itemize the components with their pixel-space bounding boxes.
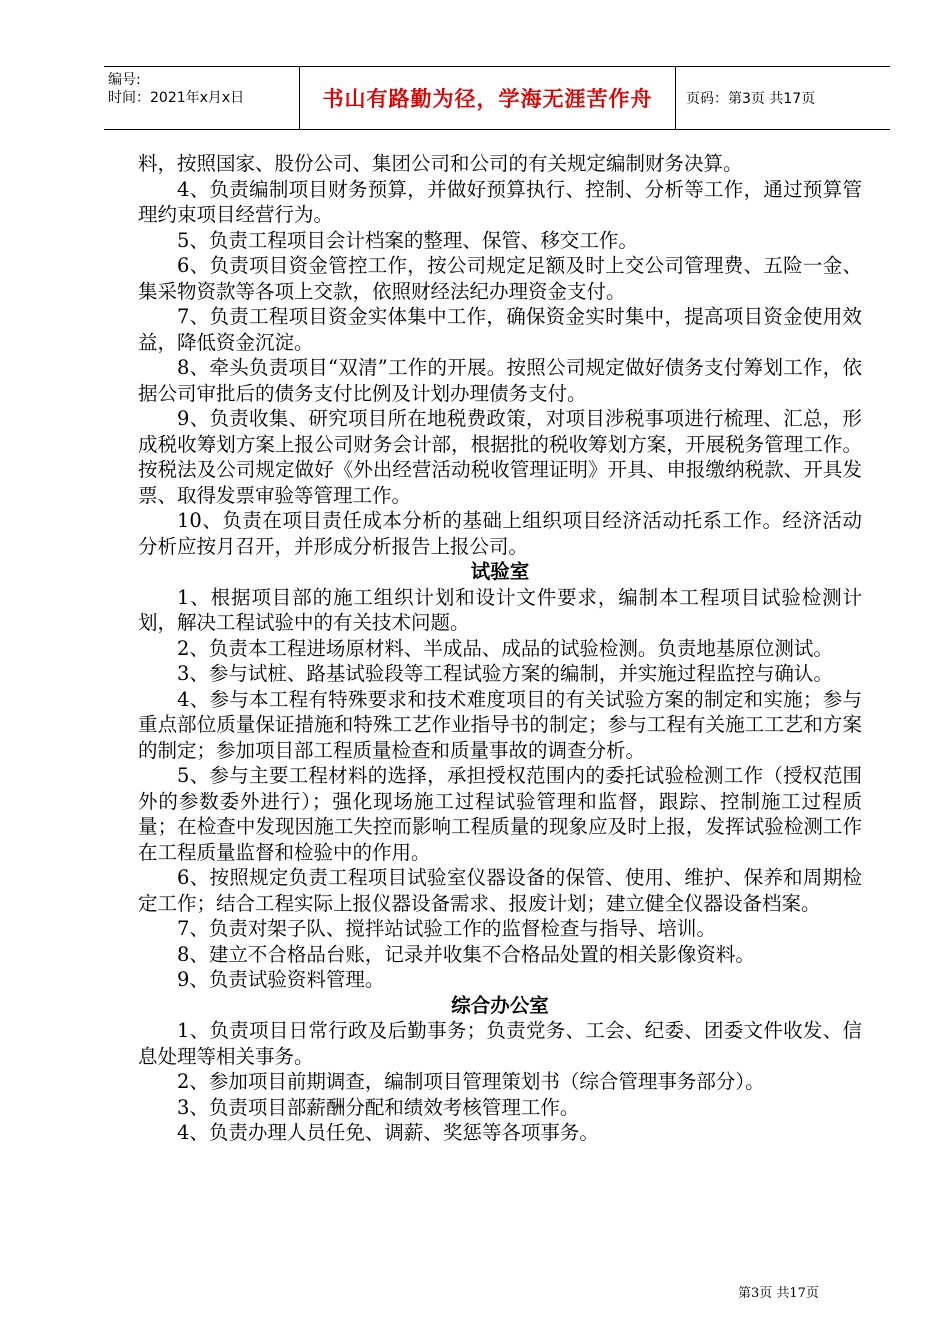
paragraph: 1、负责项目日常行政及后勤事务；负责党务、工会、纪委、团委文件收发、信息处理等相关事务。 xyxy=(138,1019,862,1068)
document-body xyxy=(138,151,862,1146)
paragraph: 9、负责收集、研究项目所在地税费政策，对项目涉税事项进行梳理、汇总，形成税收筹划方案上报公司财务会计部，根据批的税收筹划方案，开展税务管理工作。按税法及公司规定做好《外出经营活动税收管理证明》开具、申报缴纳税款、开具发票、取得发票审验等管理工作。 xyxy=(138,407,862,507)
paragraph: 2、参加项目前期调查，编制项目管理策划书（综合管理事务部分）。 xyxy=(177,1070,765,1093)
page-footer: 第3页 共17页 xyxy=(738,1286,819,1301)
paragraph: 2、负责本工程进场原材料、半成品、成品的试验检测。负责地基原位测试。 xyxy=(177,636,833,660)
paragraph: 4、参与本工程有特殊要求和技术难度项目的有关试验方案的制定和实施；参与重点部位质量保证措施和特殊工艺作业指导书的制定；参与工程有关施工工艺和方案的制定；参加项目部工程质量检查和质量事故的调查分析。 xyxy=(138,687,862,762)
paragraph: 3、负责项目部薪酬分配和绩效考核管理工作。 xyxy=(177,1095,580,1119)
section-title-lab: 试验室 xyxy=(470,560,530,583)
paragraph: 1、根据项目部的施工组织计划和设计文件要求，编制本工程项目试验检测计划，解决工程试验中的有关技术问题。 xyxy=(138,585,862,634)
paragraph: 5、负责工程项目会计档案的整理、保管、移交工作。 xyxy=(177,228,638,252)
paragraph: 8、牵头负责项目“双清”工作的开展。按照公司规定做好债务支付筹划工作，依据公司审批后的债务支付比例及计划办理债务支付。 xyxy=(138,356,862,405)
paragraph: 4、负责办理人员任免、调薪、奖惩等各项事务。 xyxy=(177,1121,599,1144)
paragraph: 6、按照规定负责工程项目试验室仪器设备的保管、使用、维护、保养和周期检定工作；结合工程实际上报仪器设备需求、报废计划；建立健全仪器设备档案。 xyxy=(138,866,862,915)
paragraph: 7、负责工程项目资金实体集中工作，确保资金实时集中，提高项目资金使用效益，降低资金沉淀。 xyxy=(138,305,862,354)
paragraph: 6、负责项目资金管控工作，按公司规定足额及时上交公司管理费、五险一金、集采物资款等各项上交款，依照财经法纪办理资金支付。 xyxy=(138,254,862,303)
paragraph: 4、负责编制项目财务预算，并做好预算执行、控制、分析等工作，通过预算管理约束项目经营行为。 xyxy=(138,177,862,226)
paragraph: 8、建立不合格品台账，记录并收集不合格品处置的相关影像资料。 xyxy=(177,942,755,966)
header-page-number: 页码：第3页 共17页 xyxy=(686,91,816,107)
paragraph: 9、负责试验资料管理。 xyxy=(177,968,385,991)
paragraph: 7、负责对架子队、搅拌站试验工作的监督检查与指导、培训。 xyxy=(177,917,716,940)
section-title-office: 综合办公室 xyxy=(451,993,549,1017)
paragraph: 3、参与试桩、路基试验段等工程试验方案的编制，并实施过程监控与确认。 xyxy=(177,662,833,685)
document-time-label: 时间：2021年x月x日 xyxy=(108,90,245,106)
page-header xyxy=(104,66,890,130)
paragraph: 料，按照国家、股份公司、集团公司和公司的有关规定编制财务决算。 xyxy=(138,152,743,175)
document-number-label: 编号: xyxy=(108,72,141,88)
paragraph: 5、参与主要工程材料的选择，承担授权范围内的委托试验检测工作（授权范围外的参数委外进行）；强化现场施工过程试验管理和监督，跟踪、控制施工过程质量；在检查中发现因施工失控而影响工程质量的现象应及时上报，发挥试验检测工作在工程质量监督和检验中的作用。 xyxy=(138,764,862,864)
header-meta xyxy=(104,67,300,129)
header-motto: 书山有路勤为径，学海无涯苦作舟 xyxy=(300,67,676,129)
paragraph: 10、负责在项目责任成本分析的基础上组织项目经济活动托系工作。经济活动分析应按月召开，并形成分析报告上报公司。 xyxy=(138,509,862,558)
